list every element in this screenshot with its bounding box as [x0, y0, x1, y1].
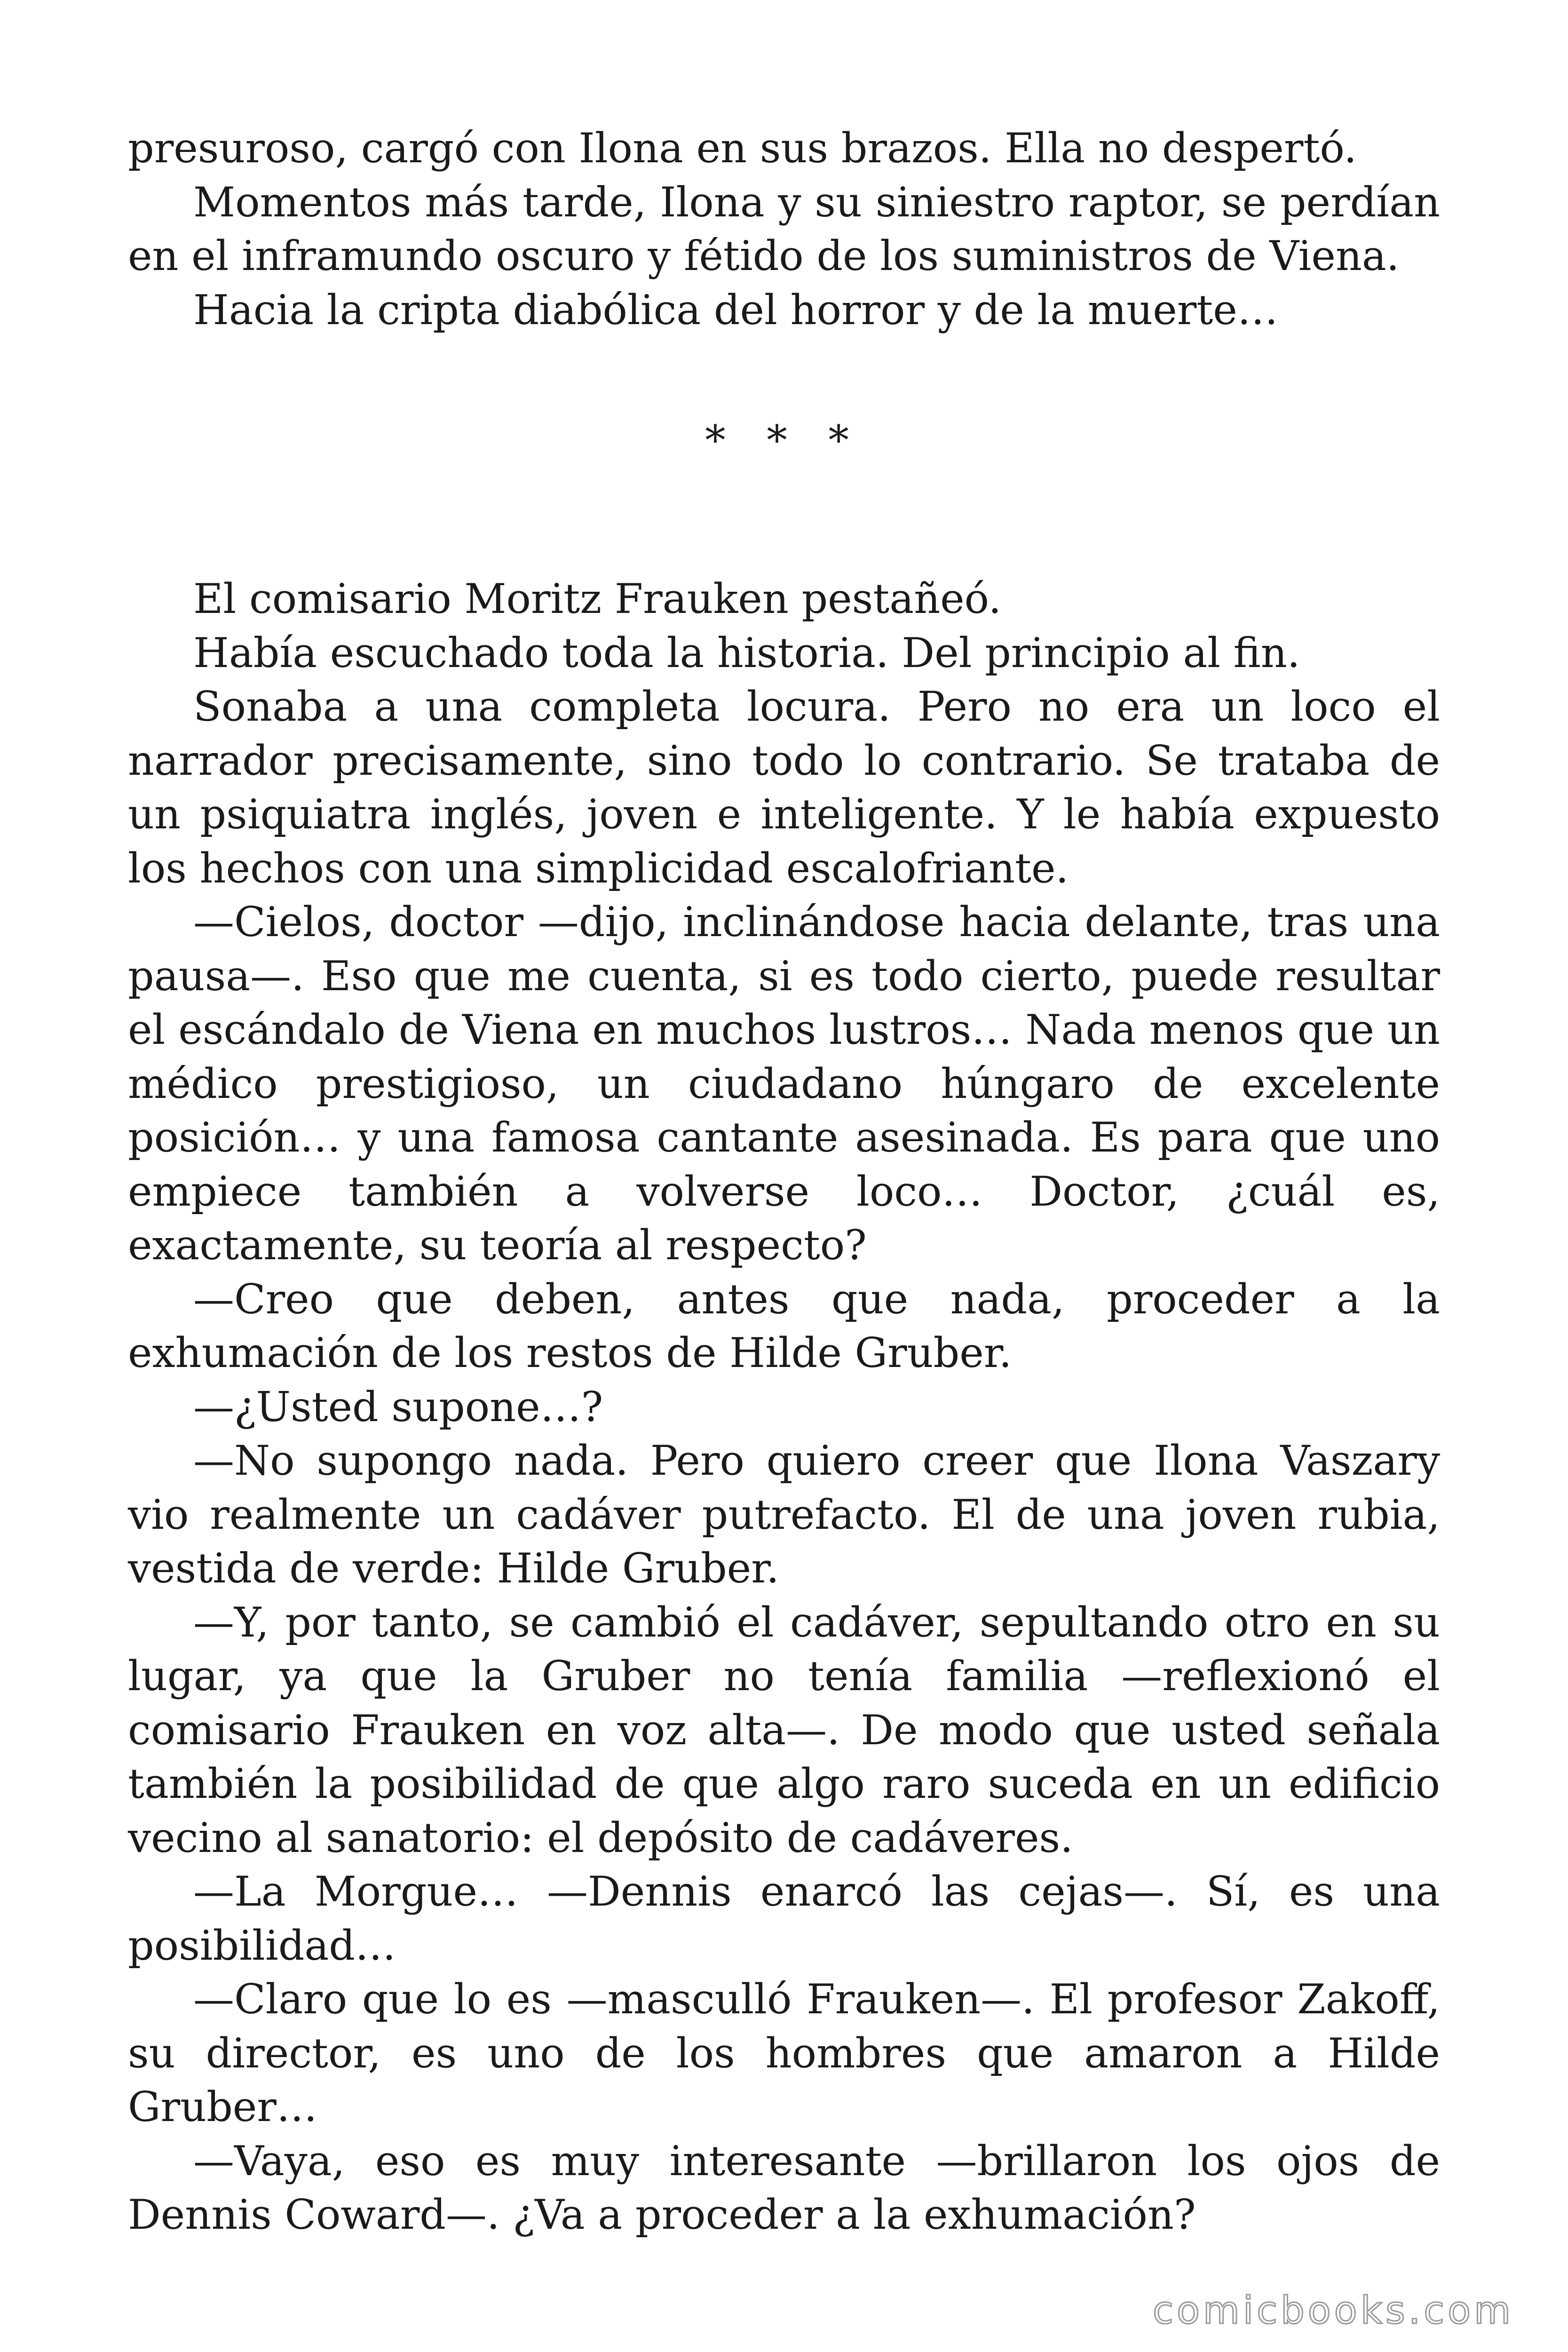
page-body — [128, 121, 1440, 2242]
dialogue-paragraph: —¿Usted supone…? — [193, 1383, 603, 1431]
paragraph: Momentos más tarde, Ilona y su siniestro raptor, se perdían en el inframundo oscuro y fétido de los suministros de Viena. — [128, 178, 1440, 280]
dialogue-paragraph: —Claro que lo es —masculló Frauken—. El profesor Zakoff, su director, es uno de los hombres que amaron a Hilde Gruber… — [128, 1975, 1440, 2131]
dialogue-paragraph: —No supongo nada. Pero quiero creer que Ilona Vaszary vio realmente un cadáver putrefacto. El de una joven rubia, vestida de verde: Hilde Gruber. — [128, 1437, 1440, 1592]
dialogue-paragraph: —Vaya, eso es muy interesante —brillaron los ojos de Dennis Coward—. ¿Va a proceder a la exhumación? — [128, 2137, 1440, 2239]
paragraph: Hacia la cripta diabólica del horror y de la muerte… — [193, 286, 1278, 334]
dialogue-paragraph: —Cielos, doctor —dijo, inclinándose hacia delante, tras una pausa—. Eso que me cuenta, si es todo cierto, puede resultar el escándalo de Viena en muchos lustros… Nada menos que un médico prestigioso, un ciudadano húngaro de excelente posición… y una famosa cantante asesinada. Es para que uno empiece también a volverse loco… Doctor, ¿cuál es, exactamente, su teoría al respecto? — [128, 898, 1440, 1269]
paragraph: Sonaba a una completa locura. Pero no era un loco el narrador precisamente, sino todo lo contrario. Se trataba de un psiquiatra inglés, joven e inteligente. Y le había expuesto los hechos con una simplicidad escalofriante. — [128, 683, 1440, 892]
paragraph-continuation: presuroso, cargó con Ilona en sus brazos. Ella no despertó. — [128, 124, 1357, 172]
paragraph: El comisario Moritz Frauken pestañeó. — [193, 575, 1002, 623]
dialogue-paragraph: —La Morgue… —Dennis enarcó las cejas—. Sí, es una posibilidad… — [128, 1867, 1440, 1970]
watermark: comicbooks.com — [1152, 2288, 1514, 2332]
scene-break: * * * — [705, 416, 863, 464]
dialogue-paragraph: —Creo que deben, antes que nada, proceder a la exhumación de los restos de Hilde Gruber. — [128, 1275, 1440, 1377]
dialogue-paragraph: —Y, por tanto, se cambió el cadáver, sepultando otro en su lugar, ya que la Gruber no tenía familia —reflexionó el comisario Frauken en voz alta—. De modo que usted señala también la posibilidad de que algo raro suceda en un edificio vecino al sanatorio: el depósito de cadáveres. — [128, 1598, 1440, 1862]
paragraph: Había escuchado toda la historia. Del principio al fin. — [193, 628, 1300, 677]
